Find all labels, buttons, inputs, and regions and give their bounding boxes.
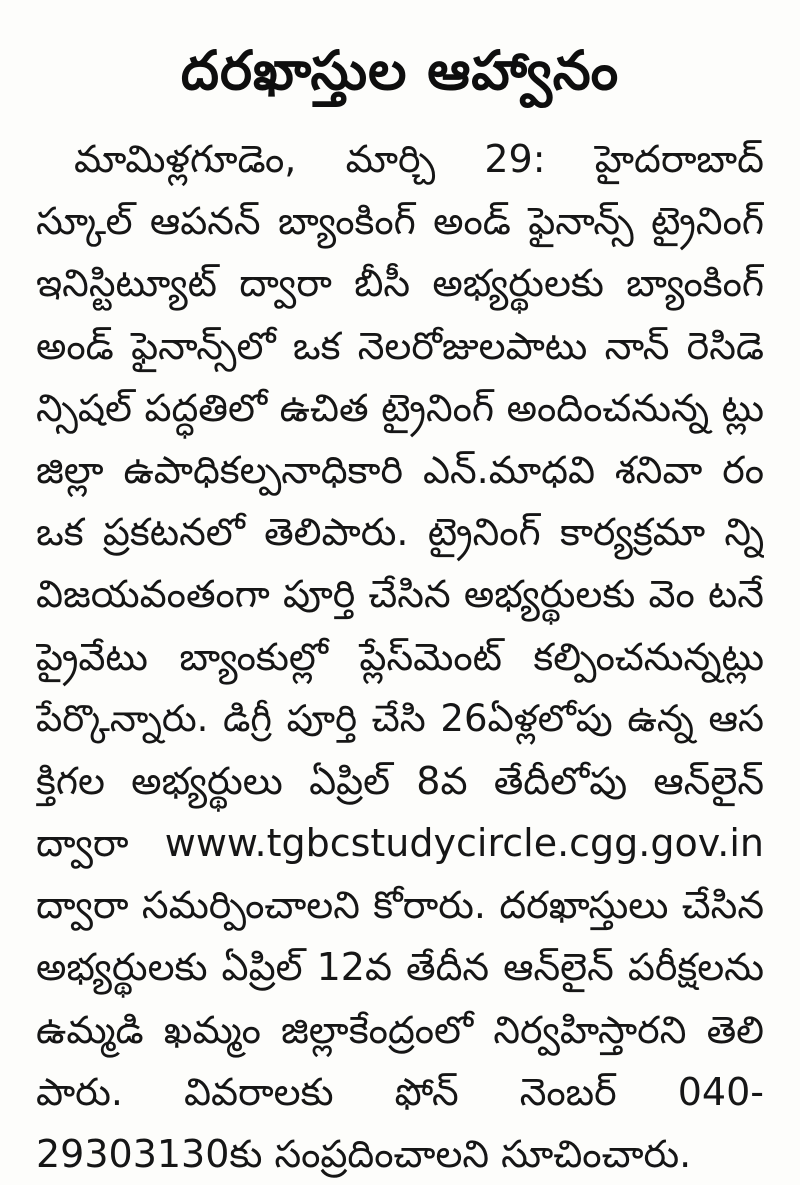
article-line: ద్వారా సమర్పించాలని కోరారు. దరఖాస్తులు చేసిన bbox=[36, 883, 764, 928]
article-line: అండ్ ఫైనాన్స్‌లో ఒక నెలరోజులపాటు నాన్ రెసిడె bbox=[36, 323, 764, 368]
article-line: న్సిషల్ పద్ధతిలో ఉచిత ట్రైనింగ్ అందించనున్న ట్లు bbox=[36, 385, 764, 430]
article-body bbox=[36, 128, 764, 1185]
article-line: మామిళ్లగూడెం, మార్చి 29: హైదరాబాద్ bbox=[74, 137, 764, 181]
article-line: 29303130కు సంప్రదించాలని సూచించారు. bbox=[36, 1132, 692, 1176]
article-line: అభ్యర్థులకు ఏప్రిల్ 12వ తేదీన ఆన్‌లైన్ పరీక్షలను bbox=[36, 945, 764, 990]
article-line: విజయవంతంగా పూర్తి చేసిన అభ్యర్థులకు వెం టనే bbox=[36, 572, 764, 617]
article-line: ప్రైవేటు బ్యాంకుల్లో ప్లేస్‌మెంట్ కల్పించనున్నట్లు bbox=[36, 634, 764, 679]
article-line: పేర్కొన్నారు. డిగ్రీ పూర్తి చేసి 26ఏళ్లలోపు ఉన్న ఆస bbox=[36, 696, 764, 740]
article-line: క్తిగల అభ్యర్థులు ఏప్రిల్ 8వ తేదీలోపు ఆన్‌లైన్ bbox=[36, 758, 764, 803]
article-line: ఇనిస్టిట్యూట్ ద్వారా బీసీ అభ్యర్థులకు బ్యాంకింగ్ bbox=[36, 261, 764, 306]
article-line-website: ద్వారా www.tgbcstudycircle.cgg.gov.in bbox=[36, 821, 764, 866]
article-line: ఉమ్మడి ఖమ్మం జిల్లాకేంద్రంలో నిర్వహిస్తారని తెలి bbox=[36, 1007, 764, 1052]
article-line: జిల్లా ఉపాధికల్పనాధికారి ఎన్.మాధవి శనివా రం bbox=[36, 447, 764, 492]
article-headline: దరఖాస్తుల ఆహ్వానం bbox=[180, 39, 620, 102]
article-line: ఒక ప్రకటనలో తెలిపారు. ట్రైనింగ్ కార్యక్రమా న్ని bbox=[36, 510, 764, 555]
article-line: స్కూల్ ఆపనన్ బ్యాంకింగ్ అండ్ ఫైనాన్స్ ట్రైనింగ్ bbox=[36, 199, 764, 244]
article-line-phone: పారు. వివరాలకు ఫోన్ నెంబర్ 040- bbox=[36, 1069, 764, 1114]
